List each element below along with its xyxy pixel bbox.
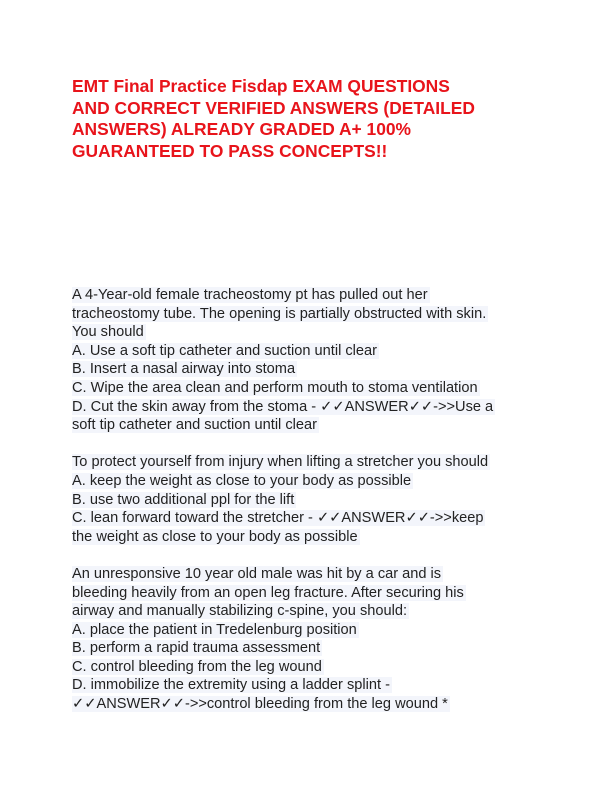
answer-option: C. lean forward toward the stretcher - ✓✓ANSWER✓✓->>keep: [72, 510, 484, 527]
correct-answer: the weight as close to your body as possible: [72, 528, 358, 545]
answer-option: C. Wipe the area clean and perform mouth to stoma ventilation: [72, 379, 478, 396]
answer-option: D. immobilize the extremity using a ladder splint -: [72, 677, 390, 694]
text-line: airway and manually stabilizing c-spine, you should:: [72, 603, 408, 620]
correct-answer: soft tip catheter and suction until clear: [72, 417, 317, 434]
title-line: AND CORRECT VERIFIED ANSWERS (DETAILED: [72, 97, 475, 118]
answer-option: B. use two additional ppl for the lift: [72, 491, 295, 508]
question-block: [72, 565, 542, 714]
title-line: GUARANTEED TO PASS CONCEPTS!!: [72, 140, 388, 161]
answer-option: A. place the patient in Tredelenburg position: [72, 621, 357, 638]
title-line: EMT Final Practice Fisdap EXAM QUESTIONS: [72, 76, 450, 96]
answer-option: C. control bleeding from the leg wound: [72, 658, 322, 675]
document-title: [72, 76, 552, 162]
text-line: A 4-Year-old female tracheostomy pt has pulled out her: [72, 287, 428, 303]
document-body: [72, 286, 542, 714]
correct-answer: ✓✓ANSWER✓✓->>control bleeding from the leg wound *: [72, 696, 448, 713]
text-line: An unresponsive 10 year old male was hit by a car and is: [72, 565, 442, 582]
answer-option: D. Cut the skin away from the stoma - ✓✓ANSWER✓✓->>Use a: [72, 398, 494, 415]
question-block: [72, 286, 542, 435]
text-line: tracheostomy tube. The opening is partially obstructed with skin.: [72, 305, 487, 322]
question-block: [72, 453, 542, 546]
answer-option: A. Use a soft tip catheter and suction until clear: [72, 342, 378, 359]
answer-option: A. keep the weight as close to your body as possible: [72, 472, 412, 489]
answer-option: B. perform a rapid trauma assessment: [72, 640, 321, 657]
text-line: To protect yourself from injury when lifting a stretcher you should: [72, 454, 489, 471]
title-line: ANSWERS) ALREADY GRADED A+ 100%: [72, 119, 412, 139]
text-line: You should: [72, 324, 144, 341]
answer-option: B. Insert a nasal airway into stoma: [72, 361, 296, 378]
text-line: bleeding heavily from an open leg fracture. After securing his: [72, 584, 464, 601]
